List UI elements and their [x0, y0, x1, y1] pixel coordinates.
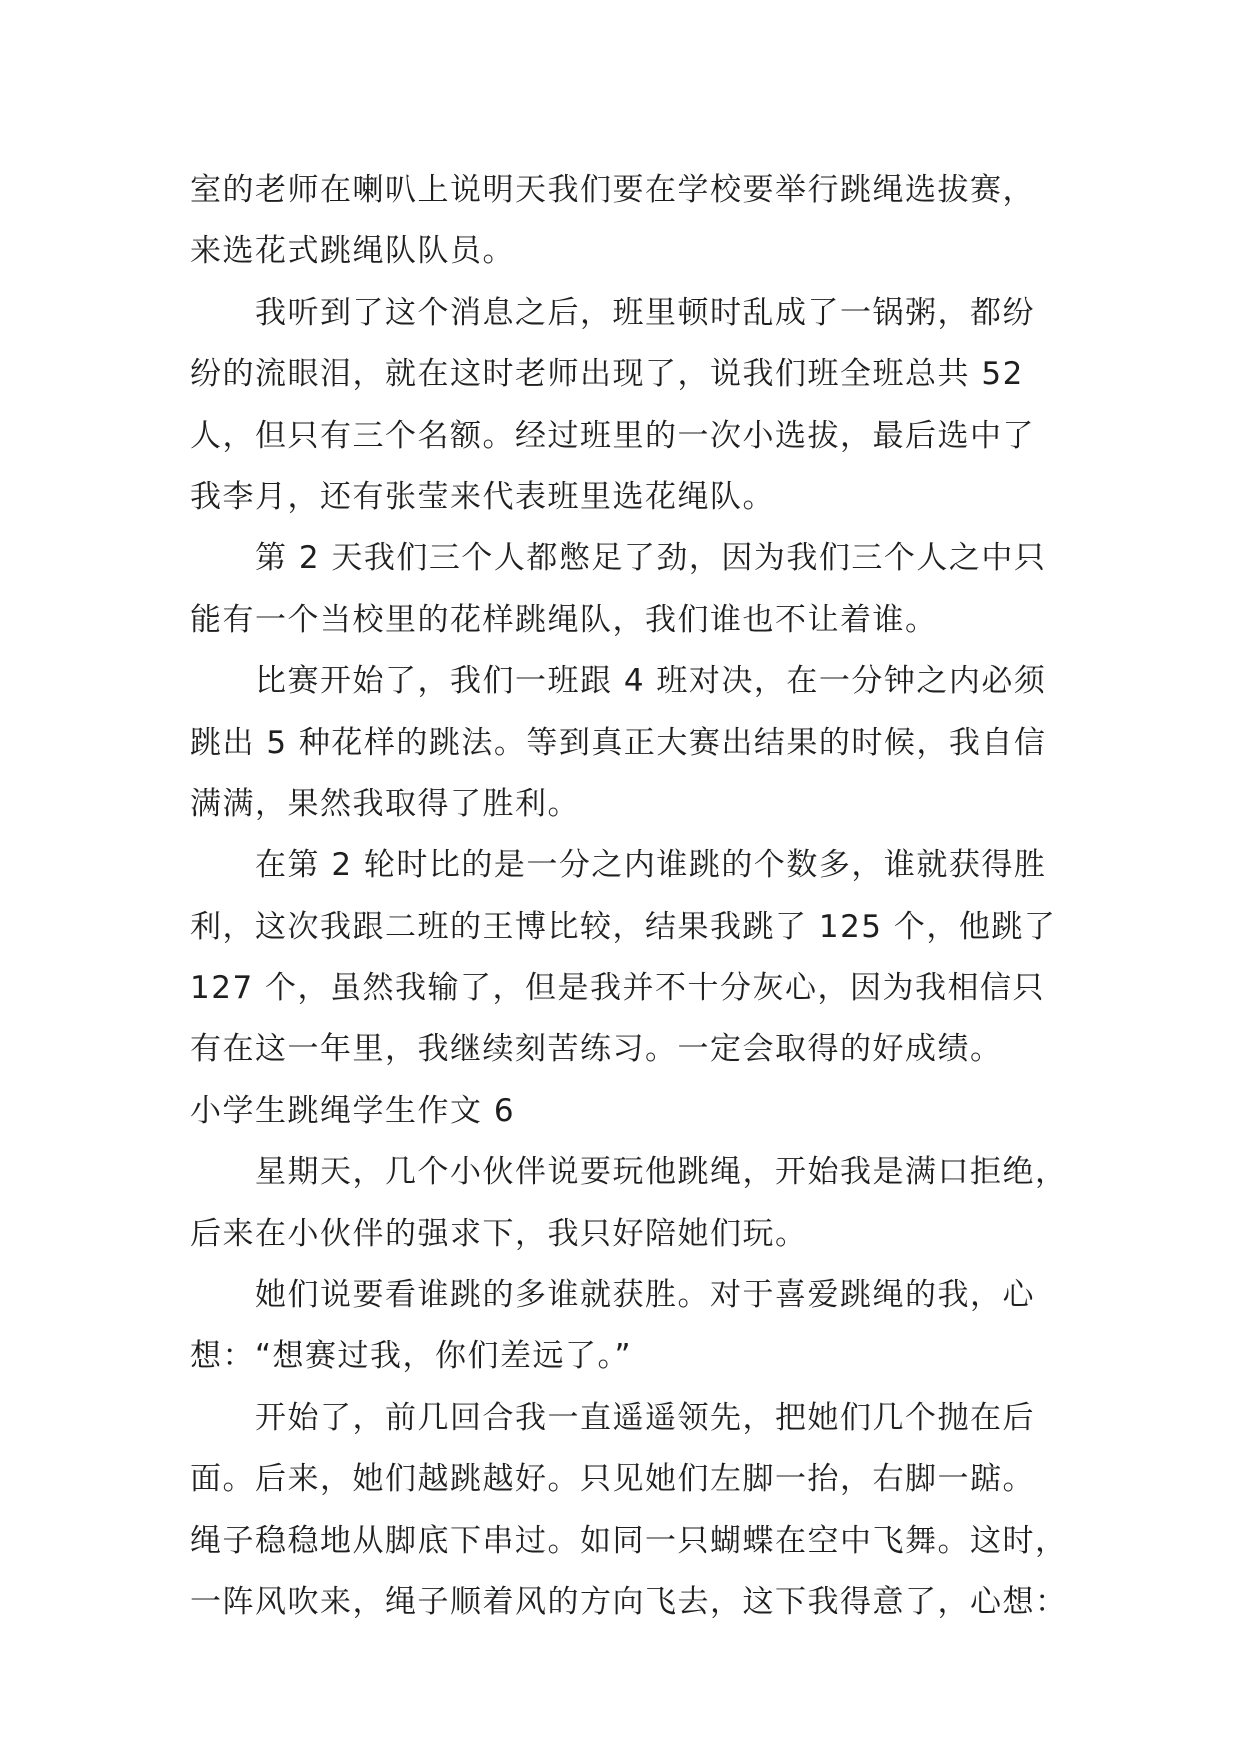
text-line: 跳出 5 种花样的跳法。等到真正大赛出结果的时候，我自信	[190, 724, 1047, 761]
essay-text	[190, 160, 1070, 1633]
text-line: 后来在小伙伴的强求下，我只好陪她们玩。	[190, 1215, 808, 1252]
text-line: 她们说要看谁跳的多谁就获胜。对于喜爱跳绳的我，心	[255, 1277, 1035, 1314]
text-line: 有在这一年里，我继续刻苦练习。一定会取得的好成绩。	[190, 1031, 1003, 1068]
text-line: 纷的流眼泪，就在这时老师出现了，说我们班全班总共 52	[190, 356, 1024, 393]
text-line: 利，这次我跟二班的王博比较，结果我跳了 125 个，他跳了	[190, 908, 1057, 945]
text-line: 想：“想赛过我，你们差远了。”	[190, 1338, 633, 1375]
text-line: 绳子稳稳地从脚底下串过。如同一只蝴蝶在空中飞舞。这时，	[190, 1522, 1068, 1559]
text-line: 比赛开始了，我们一班跟 4 班对决，在一分钟之内必须	[255, 663, 1047, 700]
section-heading: 小学生跳绳学生作文 6	[190, 1092, 516, 1129]
text-line: 满满，果然我取得了胜利。	[190, 785, 580, 822]
text-line: 室的老师在喇叭上说明天我们要在学校要举行跳绳选拔赛，	[190, 172, 1035, 208]
text-line: 一阵风吹来，绳子顺着风的方向飞去，这下我得意了，心想：	[190, 1583, 1068, 1620]
text-line: 人，但只有三个名额。经过班里的一次小选拔，最后选中了	[190, 417, 1035, 454]
text-line: 我李月，还有张莹来代表班里选花绳队。	[190, 478, 775, 515]
text-line: 面。后来，她们越跳越好。只见她们左脚一抬，右脚一踮。	[190, 1461, 1035, 1498]
text-line: 开始了，前几回合我一直遥遥领先，把她们几个抛在后	[255, 1399, 1035, 1436]
text-line: 来选花式跳绳队队员。	[190, 233, 515, 270]
text-line: 第 2 天我们三个人都憋足了劲，因为我们三个人之中只	[255, 540, 1047, 577]
text-line: 我听到了这个消息之后，班里顿时乱成了一锅粥，都纷	[255, 294, 1035, 331]
text-line: 能有一个当校里的花样跳绳队，我们谁也不让着谁。	[190, 601, 938, 638]
text-line: 在第 2 轮时比的是一分之内谁跳的个数多，谁就获得胜	[255, 847, 1047, 884]
text-line: 星期天，几个小伙伴说要玩他跳绳，开始我是满口拒绝，	[255, 1154, 1068, 1191]
text-line: 127 个，虽然我输了，但是我并不十分灰心，因为我相信只	[190, 970, 1046, 1007]
